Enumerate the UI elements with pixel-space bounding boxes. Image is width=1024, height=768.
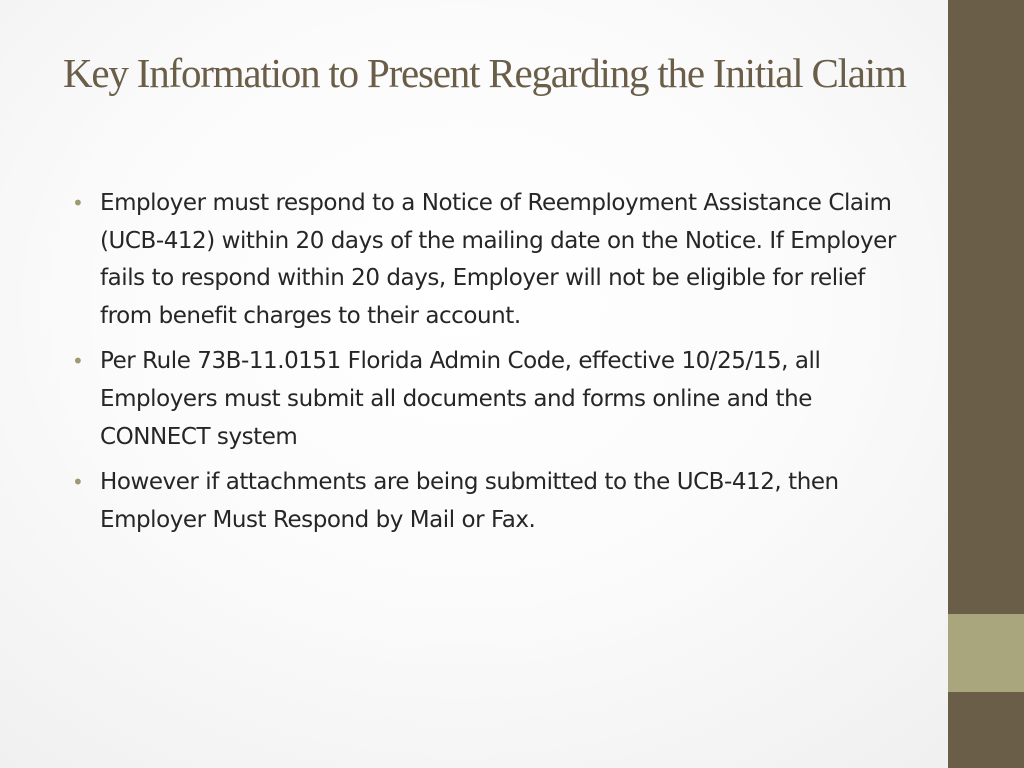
- bullet-item: [70, 343, 900, 456]
- sidebar-decoration-bottom: [948, 692, 1024, 768]
- sidebar-decoration-top: [948, 0, 1024, 614]
- bullet-item: [70, 185, 900, 335]
- bullet-text: Employer must respond to a Notice of Reemployment Assistance Claim (UCB-412) within 20 days of the mailing date on the Notice. If Employer fails to respond within 20 days, Employer will not be eligible for relief from benefit charges to their account.: [100, 190, 896, 329]
- slide-title: Key Information to Present Regarding the Initial Claim: [63, 50, 906, 96]
- bullet-list: [70, 185, 900, 547]
- bullet-text: Per Rule 73B-11.0151 Florida Admin Code, effective 10/25/15, all Employers must submit all documents and forms online and the CONNECT system: [100, 348, 821, 450]
- bullet-item: [70, 464, 900, 539]
- sidebar-decoration-accent: [948, 614, 1024, 692]
- bullet-icon: •: [72, 191, 84, 215]
- bullet-text: However if attachments are being submitted to the UCB-412, then Employer Must Respond by Mail or Fax.: [100, 469, 839, 533]
- bullet-icon: •: [72, 349, 84, 374]
- bullet-icon: •: [72, 470, 84, 495]
